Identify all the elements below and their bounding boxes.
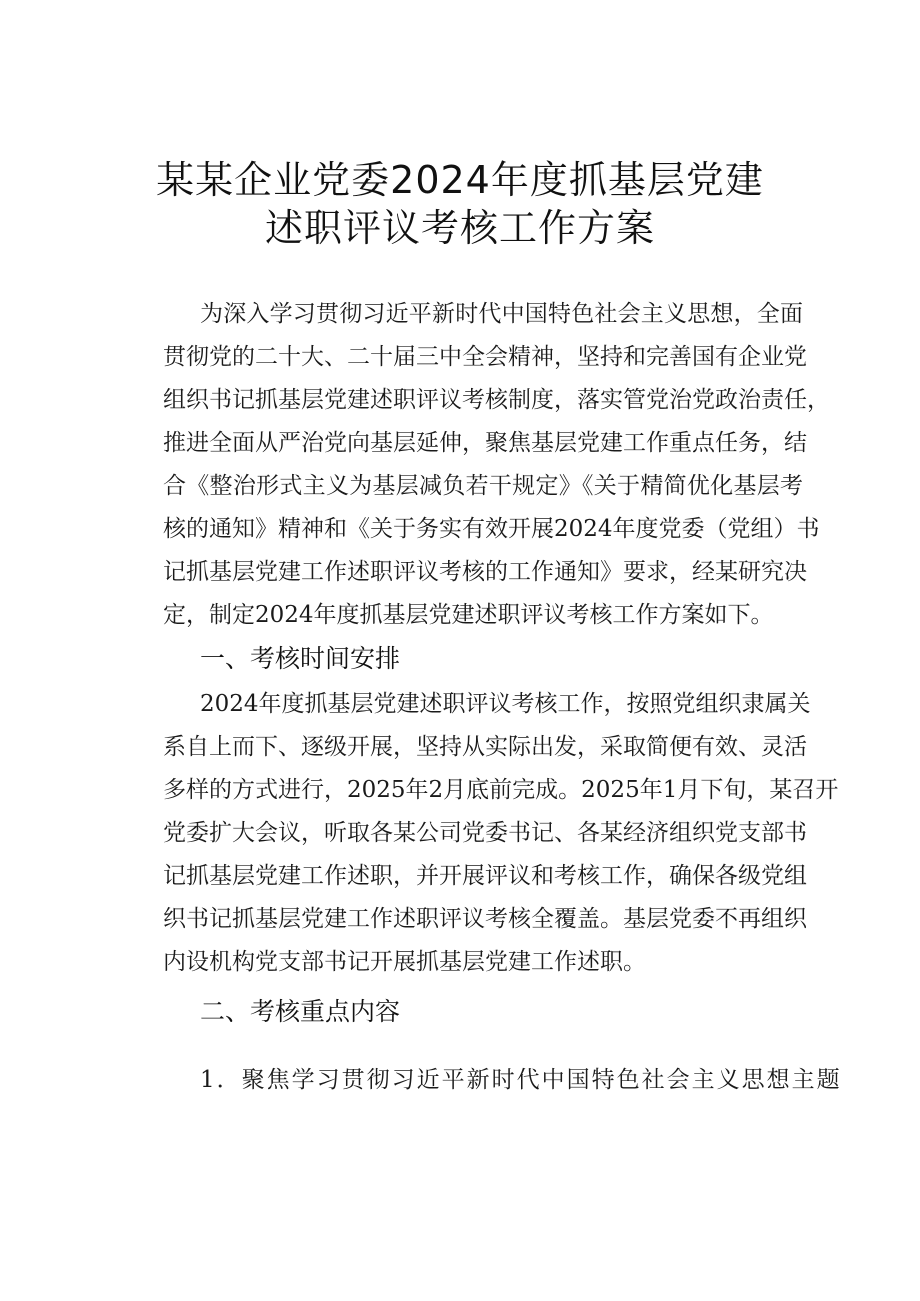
paragraph-line: 系自上而下、逐级开展，坚持从实际出发，采取简便有效、灵活	[163, 734, 807, 760]
paragraph-line: 合《整治形式主义为基层减负若干规定》《关于精简优化基层考	[163, 473, 803, 499]
section-heading-1: 一、考核时间安排	[200, 644, 401, 673]
paragraph-line: 织书记抓基层党建工作述职评议考核全覆盖。基层党委不再组织	[163, 906, 807, 932]
paragraph-line: 内设机构党支部书记开展抓基层党建工作述职。	[163, 949, 646, 975]
section-2-item-1: 1．聚焦学习贯彻习近平新时代中国特色社会主义思想主题	[200, 1067, 842, 1093]
paragraph-line: 为深入学习贯彻习近平新时代中国特色社会主义思想，全面	[200, 301, 803, 327]
paragraph-line: 党委扩大会议，听取各某公司党委书记、各某经济组织党支部书	[163, 820, 807, 846]
paragraph-line: 多样的方式进行，2025年2月底前完成。2025年1月下旬，某召开	[163, 777, 839, 803]
document-title-line-1: 某某企业党委2024年度抓基层党建	[156, 158, 764, 202]
paragraph-line: 定，制定2024年度抓基层党建述职评议考核工作方案如下。	[163, 602, 774, 628]
paragraph-line: 2024年度抓基层党建述职评议考核工作，按照党组织隶属关	[200, 691, 811, 717]
document-title-line-2: 述职评议考核工作方案	[264, 206, 655, 250]
paragraph-line: 记抓基层党建工作述职评议考核的工作通知》要求，经某研究决	[163, 559, 807, 585]
paragraph-line: 推进全面从严治党向基层延伸，聚焦基层党建工作重点任务，结	[163, 430, 807, 456]
section-heading-2: 二、考核重点内容	[200, 997, 401, 1026]
paragraph-line: 组织书记抓基层党建述职评议考核制度，落实管党治党政治责任，	[163, 387, 830, 413]
paragraph-line: 贯彻党的二十大、二十届三中全会精神，坚持和完善国有企业党	[163, 344, 807, 370]
paragraph-line: 核的通知》精神和《关于务实有效开展2024年度党委（党组）书	[163, 516, 820, 542]
paragraph-line: 记抓基层党建工作述职，并开展评议和考核工作，确保各级党组	[163, 863, 807, 889]
